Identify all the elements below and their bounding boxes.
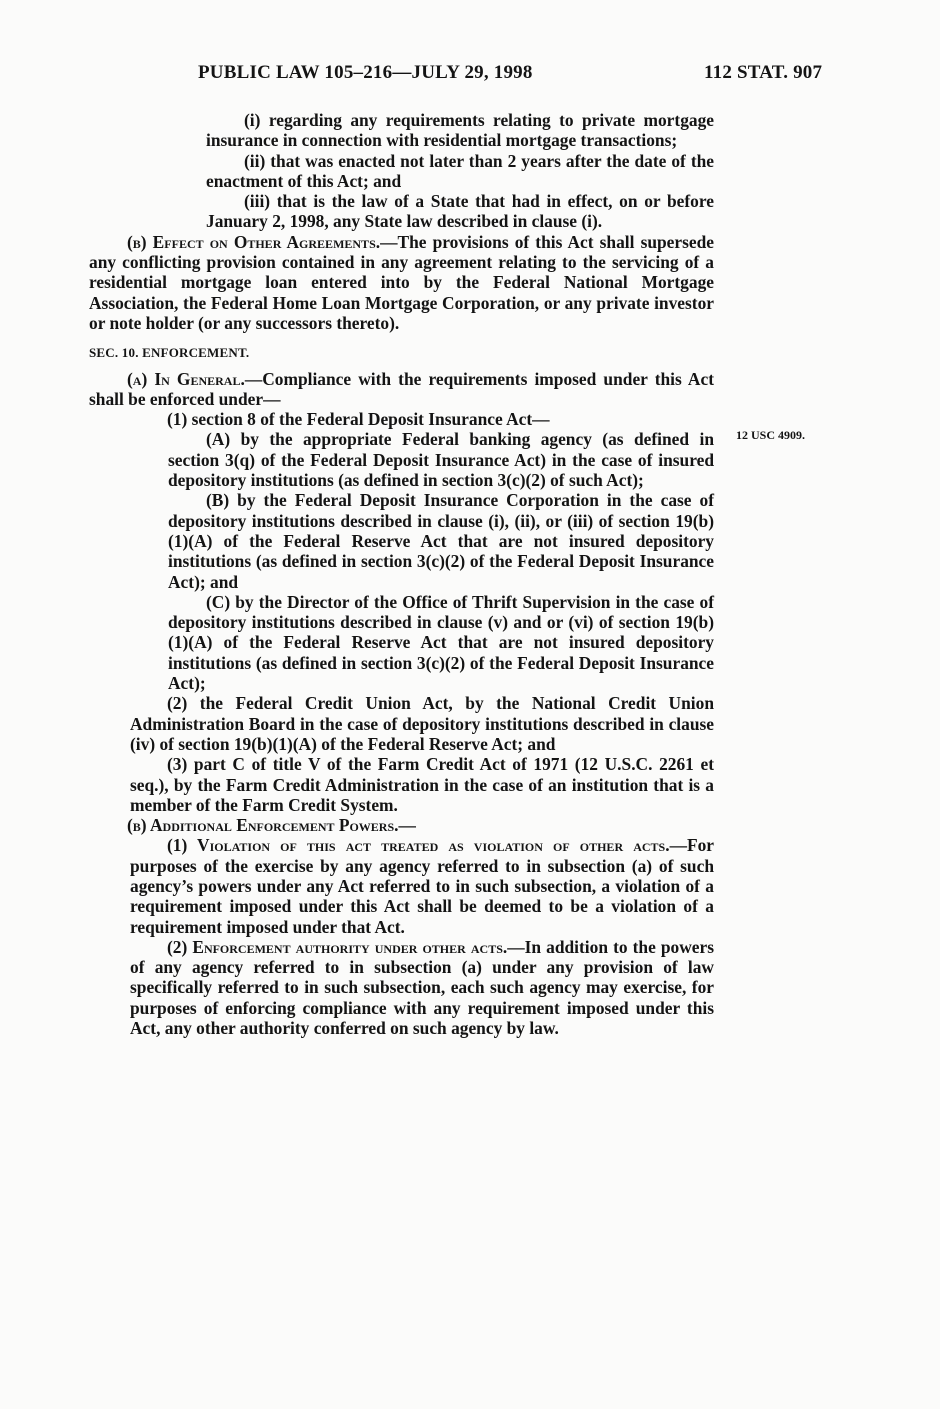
paragraph-2: (2) the Federal Credit Union Act, by the National Credit Union Administration Board in the case of depository institutions described in clause (iv) of section 19(b)(1)(A) of the Federal Reserve Act; and (130, 693, 714, 754)
paragraph-text: —In addition to the powers of any agency referred to in subsection (a) under any provision of law specifically referred to in such subsection, each such agency may exercise, for purposes of enforcing compliance with any requirement imposed under this Act, any other authority conferred on such agency by law. (130, 936, 714, 1039)
running-title: PUBLIC LAW 105–216—JULY 29, 1998 (198, 62, 533, 83)
power-paragraph-1 (89, 835, 714, 936)
subsection-heading: (a) In General. (127, 368, 245, 389)
paragraph-1: (1) section 8 of the Federal Deposit Insurance Act— (167, 409, 550, 430)
clause-iii: (iii) that is the law of a State that had in effect, on or before January 2, 1998, any State law described in clause (i). (206, 191, 714, 232)
clause-ii: (ii) that was enacted not later than 2 years after the date of the enactment of this Act; and (206, 150, 714, 191)
margin-citation: 12 USC 4909. (736, 428, 806, 442)
subsection-heading: (b) Additional Enforcement Powers.— (127, 815, 416, 836)
subsection-text: —The provisions of this Act shall supersede any conflicting provision contained in any agreement relating to the servicing of a residential mortgage loan entered into by the Federal National Mortgage Association, the Federal Home Loan Mortgage Corporation, or any private investor or note holder (or any successors thereto). (89, 231, 714, 333)
section-heading: SEC. 10. ENFORCEMENT. (89, 345, 250, 361)
subparagraph-b: (B) by the Federal Deposit Insurance Corporation in the case of depository institutions described in clause (i), (ii), or (iii) of section 19(b)(1)(A) of the Federal Reserve Act that are not insured depository institutions (as defined in section 3(c)(2) of the Federal Deposit Insurance Act); and (168, 490, 714, 592)
power-paragraph-2 (89, 937, 714, 1038)
paragraph-3: (3) part C of title V of the Farm Credit Act of 1971 (12 U.S.C. 2261 et seq.), by the Farm Credit Administration in the case of an institution that is a member of the Farm Credit System. (130, 754, 714, 815)
clause-i: (i) regarding any requirements relating to private mortgage insurance in connection with residential mortgage transactions; (206, 110, 714, 151)
subsection-a-general (89, 369, 714, 410)
document-body (89, 110, 714, 1038)
stat-page-number: 112 STAT. 907 (704, 62, 823, 83)
page-header (0, 62, 940, 86)
subparagraph-c: (C) by the Director of the Office of Thrift Supervision in the case of depository institutions described in clause (v) and or (vi) of section 19(b)(1)(A) of the Federal Reserve Act that are not insured depository institutions (as defined in section 3(c)(2) of the Federal Deposit Insurance Act); (168, 591, 714, 694)
subsection-heading: (b) Effect on Other Agreements. (127, 231, 381, 252)
paragraph-text: —For purposes of the exercise by any agency referred to in subsection (a) of such agency’s powers under any Act referred to in such subsection, a violation of a requirement imposed under this Act shall be deemed to be a violation of a requirement imposed under that Act. (130, 835, 714, 937)
subsection-text: —Compliance with the requirements imposed under this Act shall be enforced under— (89, 368, 714, 409)
subparagraph-a: (A) by the appropriate Federal banking agency (as defined in section 3(q) of the Federal Deposit Insurance Act) in the case of insured depository institutions (as defined in section 3(c)(2) of such Act); (168, 429, 714, 491)
subsection-b-effect (89, 232, 714, 333)
paragraph-heading: (2) Enforcement authority under other acts. (167, 936, 508, 957)
subsection-b-additional (89, 815, 714, 835)
paragraph-heading: (1) Violation of this act treated as violation of other acts. (167, 835, 670, 856)
